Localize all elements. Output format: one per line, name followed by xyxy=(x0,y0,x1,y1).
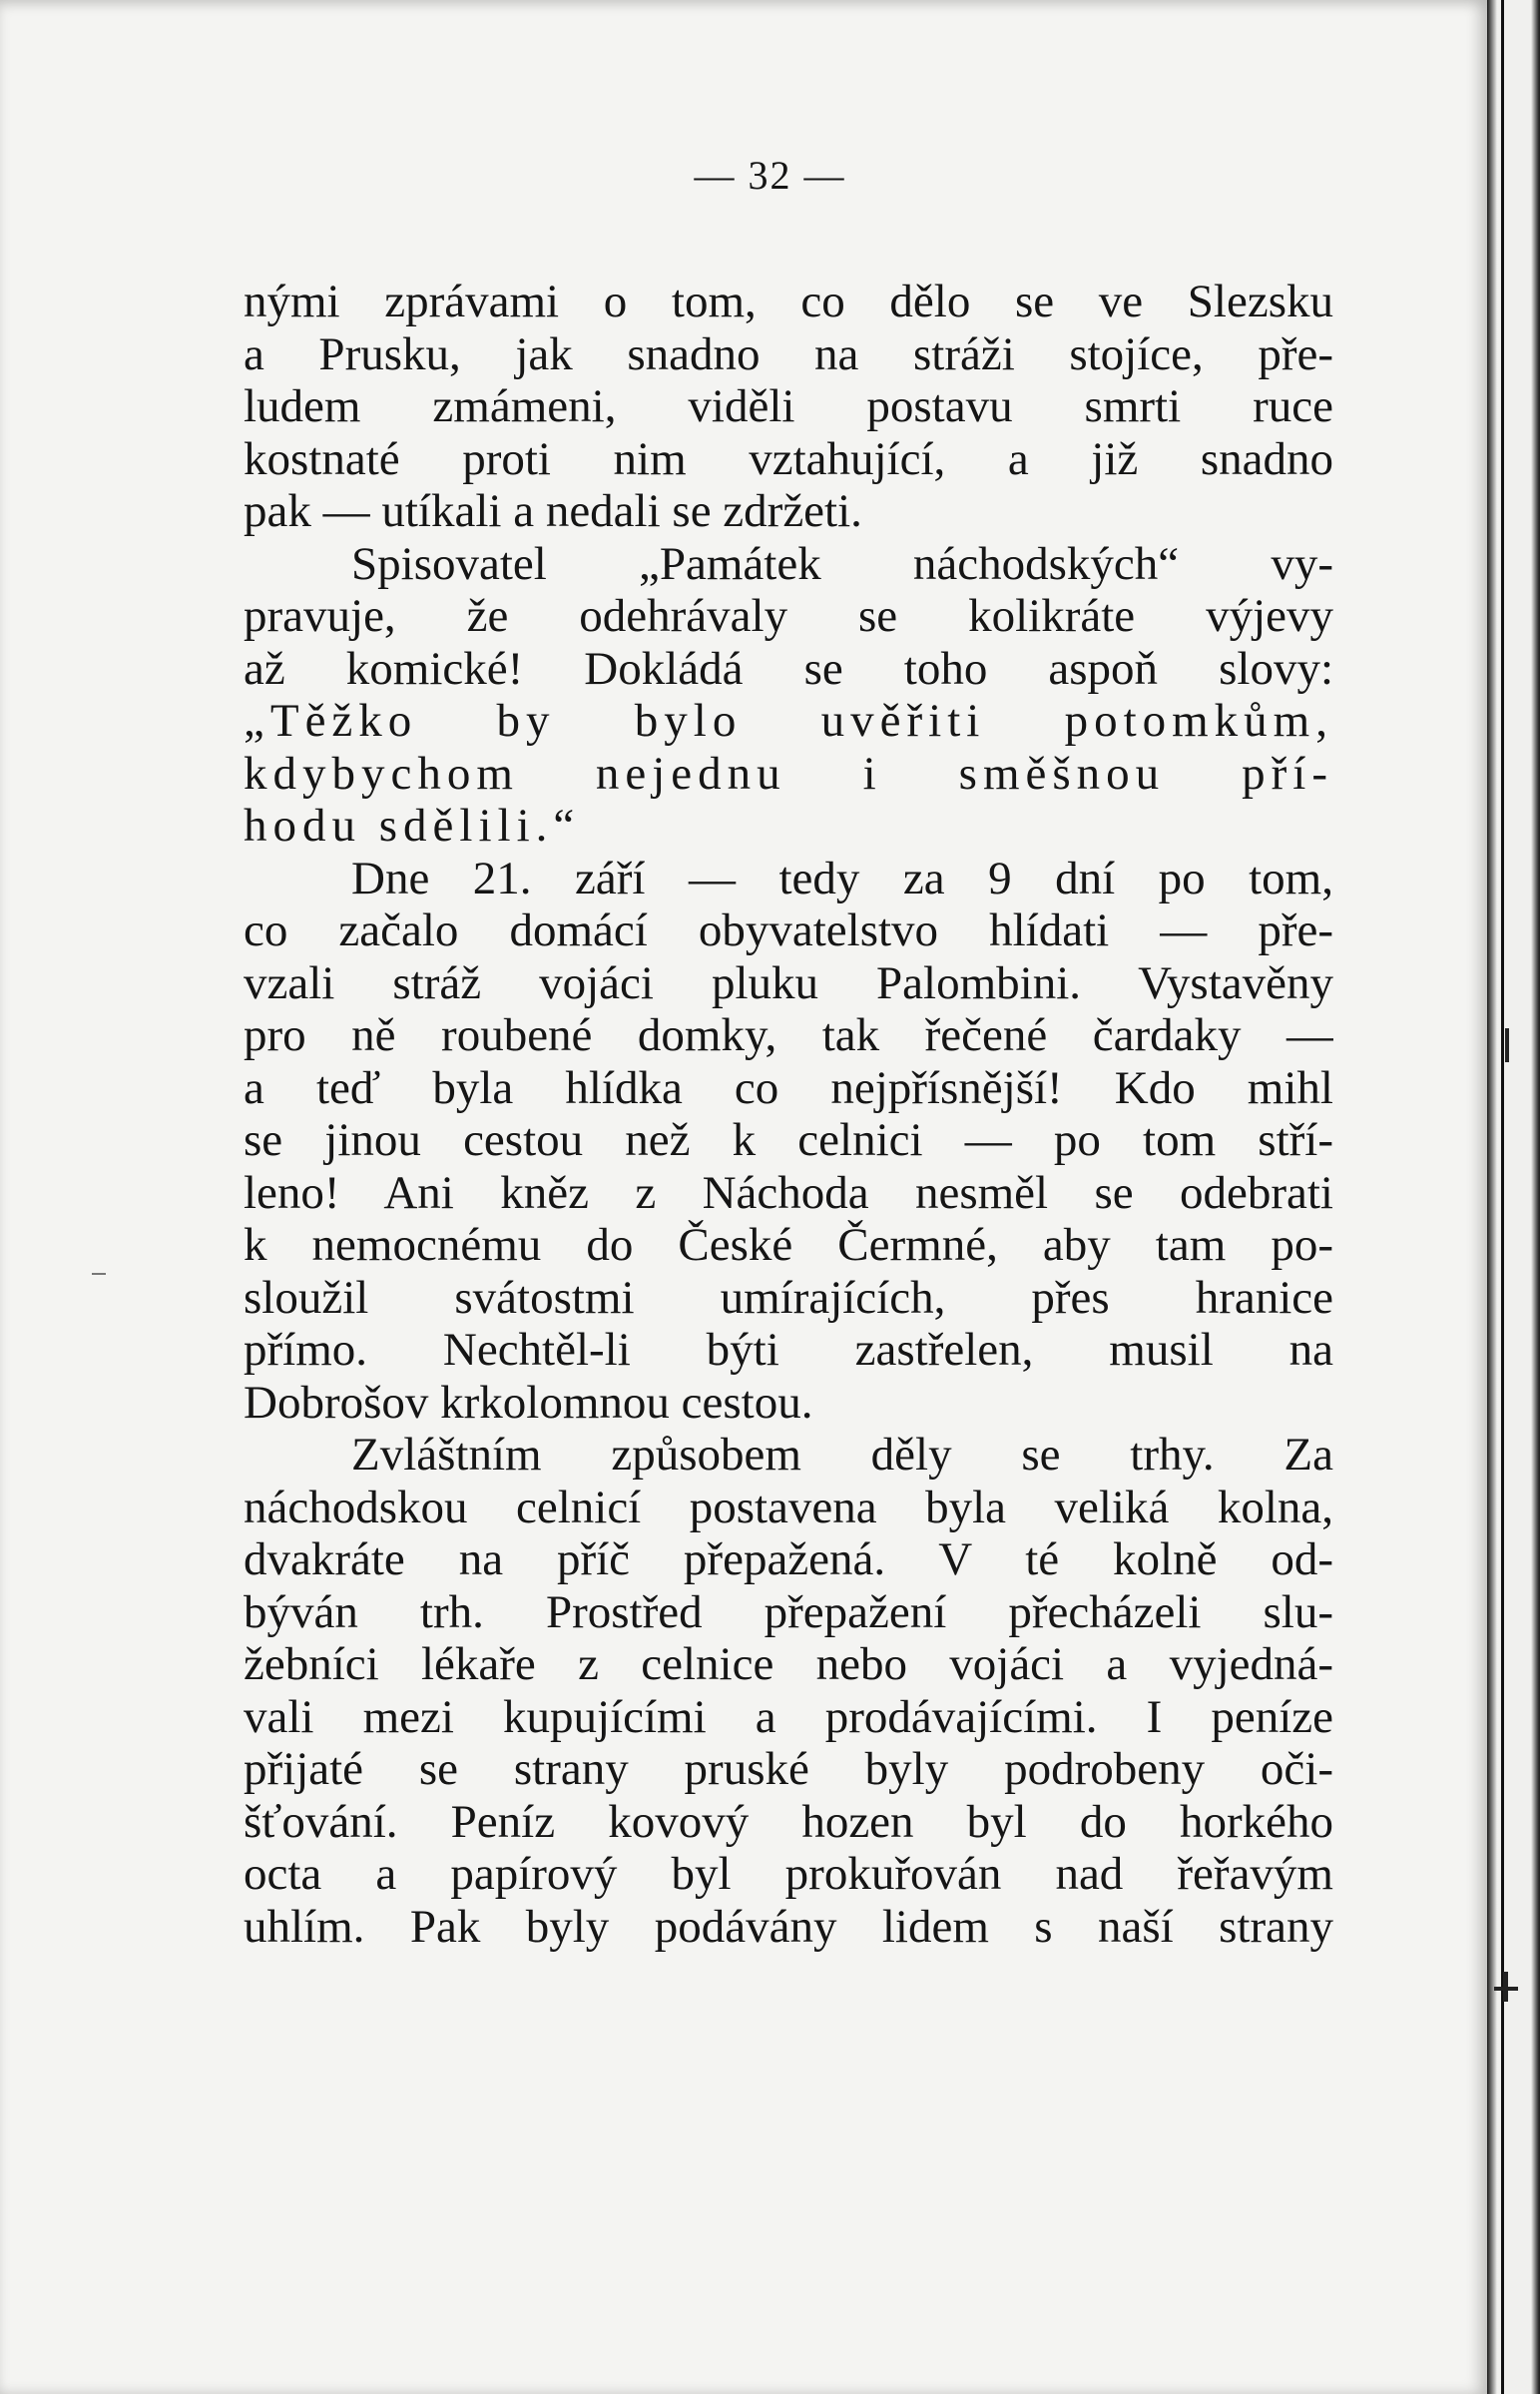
text-line: Dobrošov krkolomnou cestou. xyxy=(244,1376,813,1429)
text-line: se jinou cestou než k celnici — po tom stří- xyxy=(244,1114,1333,1166)
text-line: až komické! Dokládá se toho aspoň slovy: xyxy=(244,642,1333,695)
text-line: nými zprávami o tom, co dělo se ve Slezsku xyxy=(244,276,1333,327)
text-line: přijaté se strany pruské byly podrobeny oči- xyxy=(244,1743,1333,1795)
text-line: kostnaté proti nim vztahující, a již snadno xyxy=(244,432,1333,485)
text-line: a teď byla hlídka co nejpřísnější! Kdo mihl xyxy=(244,1061,1333,1114)
text-line: k nemocnému do České Čermné, aby tam po- xyxy=(244,1219,1333,1271)
scan-speck xyxy=(1505,1028,1509,1062)
text-line: kdybychom nejednu i směšnou pří- xyxy=(244,747,1333,800)
text-line: pak — utíkali a nedali se zdržeti. xyxy=(244,485,862,537)
text-line: pravuje, že odehrávaly se kolikráte výjevy xyxy=(244,590,1333,642)
text-line: a Prusku, jak snadno na stráži stojíce, pře- xyxy=(244,327,1333,380)
text-line: náchodskou celnicí postavena byla veliká kolna, xyxy=(244,1481,1333,1533)
text-line: sloužil svátostmi umírajících, přes hranice xyxy=(244,1271,1333,1324)
body-text xyxy=(244,276,1333,1953)
text-line: Spisovatel „Památek náchodských“ vy- xyxy=(351,537,1333,590)
text-line: býván trh. Prostřed přepažení přecházeli slu- xyxy=(244,1585,1333,1638)
text-line: Dne 21. září — tedy za 9 dní po tom, xyxy=(351,852,1333,904)
text-line: vzali stráž vojáci pluku Palombini. Vystavěny xyxy=(244,956,1333,1009)
text-line: Zvláštním způsobem děly se trhy. Za xyxy=(351,1429,1333,1481)
text-line: hodu sdělili.“ xyxy=(244,800,581,852)
text-line: pro ně roubené domky, tak řečené čardaky — xyxy=(244,1009,1333,1061)
text-line: žebníci lékaře z celnice nebo vojáci a vyjedná- xyxy=(244,1638,1333,1690)
scan-speck xyxy=(1503,1972,1508,2002)
text-line: co začalo domácí obyvatelstvo hlídati — pře- xyxy=(244,904,1333,956)
next-page-edge xyxy=(1487,0,1540,2394)
text-line: leno! Ani kněz z Náchoda nesměl se odebrati xyxy=(244,1166,1333,1219)
text-line: octa a papírový byl prokuřován nad řeřavým xyxy=(244,1848,1333,1900)
text-line: uhlím. Pak byly podávány lidem s naší strany xyxy=(244,1900,1333,1953)
text-line: dvakráte na příč přepažená. V té kolně od- xyxy=(244,1533,1333,1585)
text-line: šťování. Peníz kovový hozen byl do horkého xyxy=(244,1795,1333,1848)
text-line: přímo. Nechtěl-li býti zastřelen, musil na xyxy=(244,1324,1333,1376)
text-line: „Těžko by bylo uvěřiti potomkům, xyxy=(244,695,1333,747)
text-line: vali mezi kupujícími a prodávajícími. I peníze xyxy=(244,1690,1333,1743)
scan-speck xyxy=(92,1273,106,1275)
page-number: — 32 — xyxy=(694,153,846,198)
text-line: ludem zmámeni, viděli postavu smrti ruce xyxy=(244,380,1333,432)
